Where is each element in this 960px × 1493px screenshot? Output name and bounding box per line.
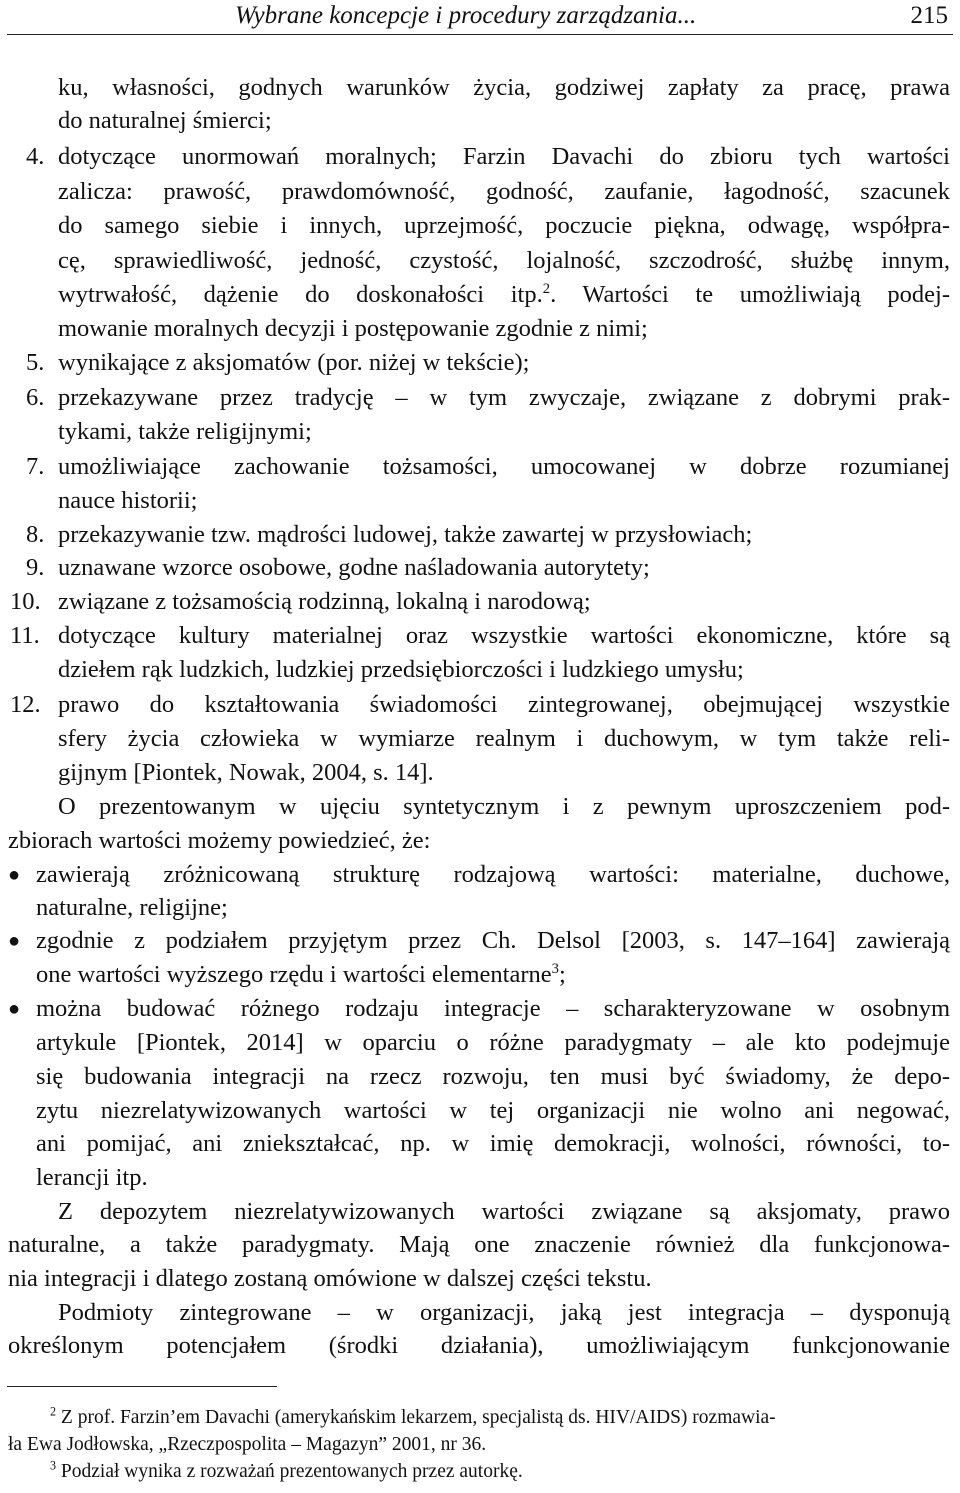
- list-number: 12.: [10, 691, 41, 718]
- list-item-text: gijnym [Piontek, Nowak, 2004, s. 14].: [58, 759, 434, 786]
- list-number: 6.: [26, 384, 45, 411]
- list-number: 10.: [10, 588, 41, 615]
- list-item-continuation: do naturalnej śmierci;: [58, 107, 272, 134]
- bullet-item-text: zgodnie z podziałem przyjętym przez Ch. Delsol [2003, s. 147–164] zawierają: [36, 927, 950, 954]
- paragraph-line: zbiorach wartości możemy powiedzieć, że:: [8, 827, 431, 854]
- list-item-continuation: ku, własności, godnych warunków życia, godziwej zapłaty za pracę, prawa: [58, 74, 950, 101]
- footnote-2-continuation: ła Ewa Jodłowska, „Rzeczpospolita – Magazyn” 2001, nr 36.: [8, 1434, 487, 1455]
- list-number: 7.: [26, 453, 45, 480]
- list-item-text: dotyczące kultury materialnej oraz wszystkie wartości ekonomiczne, które są: [58, 622, 950, 649]
- bullet-item-text: zytu niezrelatywizowanych wartości w tej organizacji nie wolno ani negować,: [36, 1097, 950, 1124]
- bullet-item-text: naturalne, religijne;: [36, 894, 228, 921]
- list-item-text: związane z tożsamością rodzinną, lokalną i narodową;: [58, 588, 591, 615]
- list-number: 8.: [26, 521, 45, 548]
- footnote-2: $^2$ Z prof. Farzin’em Davachi (amerykańskim lekarzem, specjalistą ds. HIV/AIDS) rozmawia-: [50, 1404, 776, 1428]
- footnote-3: $^3$ Podział wynika z rozważań prezentowanych przez autorkę.: [50, 1458, 523, 1482]
- footnote-ref-3: 3: [551, 960, 559, 977]
- list-item-text: dotyczące unormowań moralnych; Farzin Davachi do zbioru tych wartości: [58, 143, 950, 170]
- paragraph-line: naturalne, a także paradygmaty. Mają one znaczenie również dla funkcjonowa-: [8, 1231, 950, 1258]
- list-item-text: cę, sprawiedliwość, jedność, czystość, lojalność, szczodrość, służbę innym,: [58, 247, 950, 274]
- list-number: 4.: [26, 143, 45, 170]
- bullet-item-text: lerancji itp.: [36, 1164, 148, 1191]
- running-title: Wybrane koncepcje i procedury zarządzania...: [235, 2, 697, 29]
- list-number: 9.: [26, 554, 45, 581]
- list-item-text: prawo do kształtowania świadomości zintegrowanej, obejmującej wszystkie: [58, 691, 950, 718]
- list-item-text: sfery życia człowieka w wymiarze realnym i duchowym, w tym także reli-: [58, 725, 950, 752]
- list-item-text: do samego siebie i innych, uprzejmość, poczucie piękna, odwagę, współpra-: [58, 212, 950, 239]
- list-item-text: wynikające z aksjomatów (por. niżej w tekście);: [58, 349, 530, 376]
- list-item-text: tykami, także religijnymi;: [58, 418, 312, 445]
- list-number: 5.: [26, 349, 45, 376]
- bullet-item-text: ani pomijać, ani zniekształcać, np. w imię demokracji, wolności, równości, to-: [36, 1130, 950, 1157]
- bullet-item-text: się budowania integracji na rzecz rozwoju, ten musi być świadomy, że depo-: [36, 1063, 950, 1090]
- list-item-text: przekazywanie tzw. mądrości ludowej, także zawartej w przysłowiach;: [58, 521, 753, 548]
- list-item-text: mowanie moralnych decyzji i postępowanie zgodnie z nimi;: [58, 315, 648, 342]
- list-item-text: zalicza: prawość, prawdomówność, godność, zaufanie, łagodność, szacunek: [58, 178, 950, 205]
- footnote-ref-2: 2: [542, 280, 551, 297]
- list-item-text: nauce historii;: [58, 487, 198, 514]
- list-item-text: przekazywane przez tradycję – w tym zwyczaje, związane z dobrymi prak-: [58, 384, 950, 411]
- list-item-text: umożliwiające zachowanie tożsamości, umocowanej w dobrze rozumianej: [58, 453, 950, 480]
- paragraph-line: Z depozytem niezrelatywizowanych wartości związane są aksjomaty, prawo: [58, 1198, 950, 1225]
- list-item-text: wytrwałość, dążenie do doskonałości itp.$^2$. Wartości te umożliwiają podej-: [58, 280, 950, 308]
- running-header: [7, 0, 953, 35]
- bullet-icon: ●: [8, 930, 21, 952]
- bullet-icon: ●: [8, 864, 21, 886]
- paragraph-line: określonym potencjałem (środki działania), umożliwiającym funkcjonowanie: [8, 1332, 950, 1359]
- bullet-item-text: zawierają zróżnicowaną strukturę rodzajową wartości: materialne, duchowe,: [36, 861, 950, 888]
- paragraph-line: nia integracji i dlatego zostaną omówione w dalszej części tekstu.: [8, 1265, 652, 1292]
- footnote-separator: [7, 1386, 277, 1387]
- bullet-icon: ●: [8, 998, 21, 1020]
- list-item-text: uznawane wzorce osobowe, godne naśladowania autorytety;: [58, 554, 650, 581]
- page-number: 215: [910, 2, 948, 29]
- paragraph-line: O prezentowanym w ujęciu syntetycznym i z pewnym uproszczeniem pod-: [58, 793, 950, 820]
- list-number: 11.: [10, 622, 40, 649]
- list-item-text: dziełem rąk ludzkich, ludzkiej przedsiębiorczości i ludzkiego umysłu;: [58, 656, 744, 683]
- paragraph-line: Podmioty zintegrowane – w organizacji, jaką jest integracja – dysponują: [58, 1299, 950, 1326]
- bullet-item-text: artykule [Piontek, 2014] w oparciu o różne paradygmaty – ale kto podejmuje: [36, 1029, 950, 1056]
- bullet-item-text: one wartości wyższego rzędu i wartości elementarne$^3$;: [36, 960, 566, 988]
- bullet-item-text: można budować różnego rodzaju integracje – scharakteryzowane w osobnym: [36, 995, 950, 1022]
